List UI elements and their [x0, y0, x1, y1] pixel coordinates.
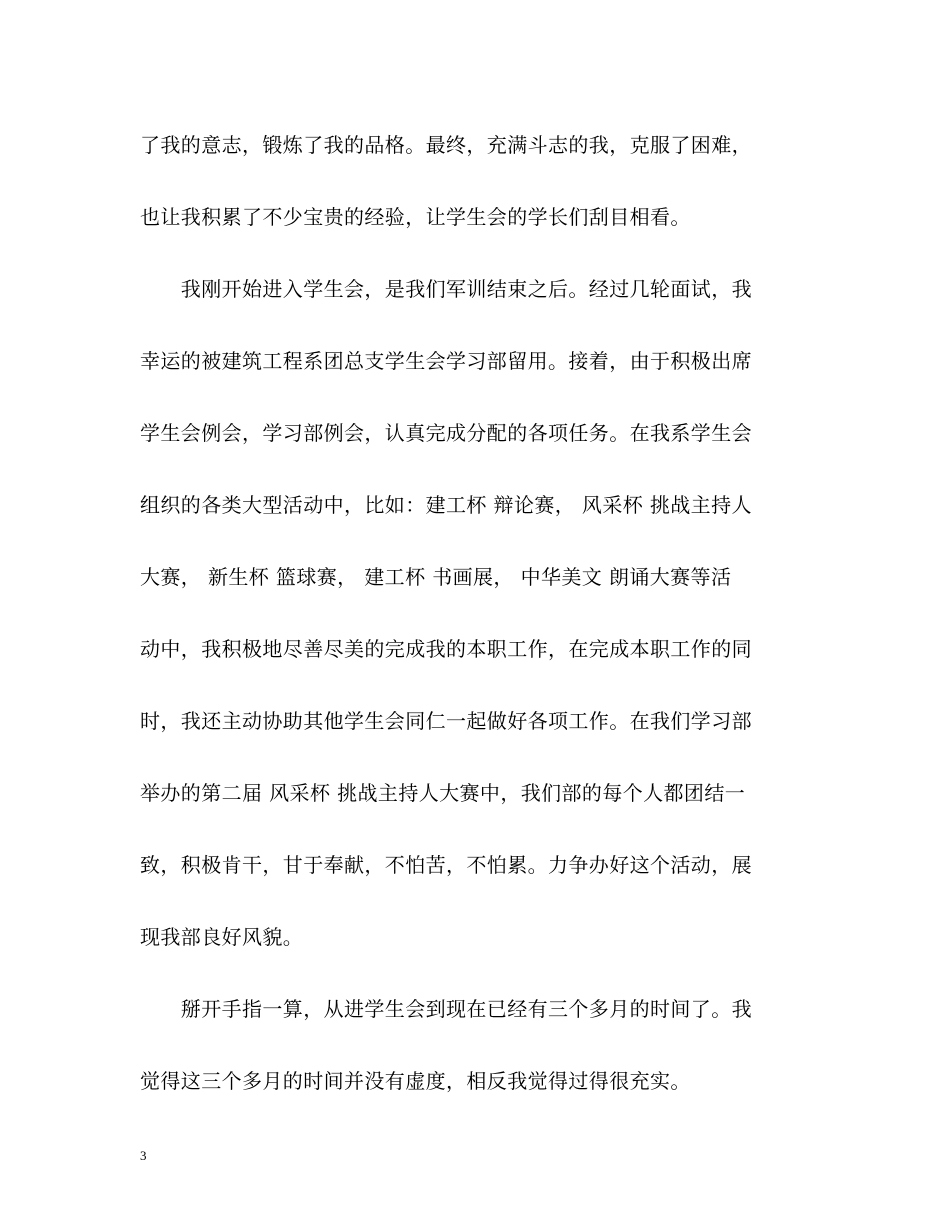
text-line: 掰开手指一算，从进学生会到现在已经有三个多月的时间了。我 [140, 997, 752, 1021]
text-line: 幸运的被建筑工程系团总支学生会学习部留用。接着，由于积极出席 [140, 349, 752, 373]
text-line: 大赛， 新生杯 篮球赛， 建工杯 书画展， 中华美文 朗诵大赛等活 [140, 565, 732, 589]
text-line: 了我的意志，锻炼了我的品格。最终，充满斗志的我，克服了困难， [140, 133, 752, 157]
text-line: 组织的各类大型活动中，比如：建工杯 辩论赛， 风采杯 挑战主持人 [140, 493, 752, 517]
text-line: 我刚开始进入学生会，是我们军训结束之后。经过几轮面试，我 [140, 277, 752, 301]
text-line: 致，积极肯干，甘于奉献，不怕苦，不怕累。力争办好这个活动，展 [140, 853, 752, 877]
text-line: 举办的第二届 风采杯 挑战主持人大赛中，我们部的每个人都团结一 [140, 781, 746, 805]
text-line: 时，我还主动协助其他学生会同仁一起做好各项工作。在我们学习部 [140, 709, 752, 733]
text-line: 觉得这三个多月的时间并没有虚度，相反我觉得过得很充实。 [140, 1069, 691, 1093]
page-number: 3 [140, 1148, 147, 1163]
text-line: 学生会例会，学习部例会，认真完成分配的各项任务。在我系学生会 [140, 421, 752, 445]
text-line: 也让我积累了不少宝贵的经验，让学生会的学长们刮目相看。 [140, 205, 691, 229]
text-line: 现我部良好风貌。 [140, 925, 304, 949]
text-line: 动中，我积极地尽善尽美的完成我的本职工作，在完成本职工作的同 [140, 637, 752, 661]
